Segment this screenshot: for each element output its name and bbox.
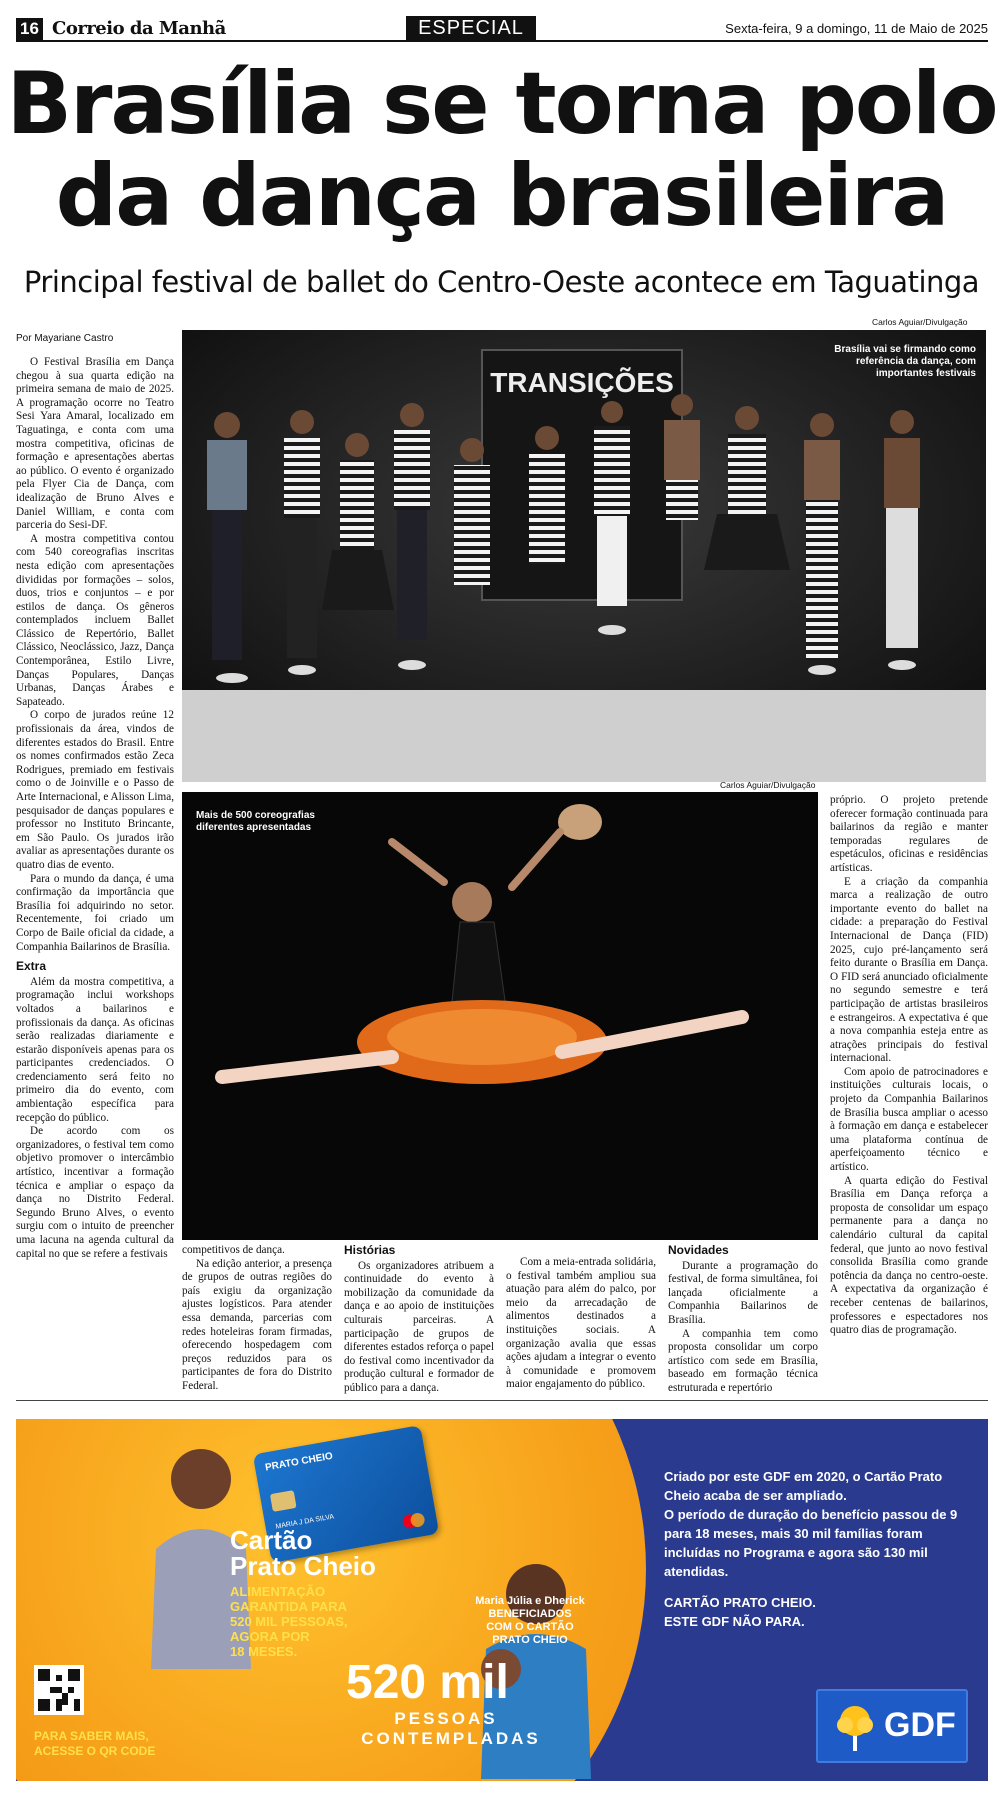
- ad-tagline-line: AGORA POR: [230, 1629, 310, 1644]
- divider: [16, 1400, 988, 1401]
- photo-credit: Carlos Aguiar/Divulgação: [720, 780, 816, 790]
- ad-product-title: [230, 1527, 376, 1579]
- beneficiaries-caption: [460, 1595, 600, 1647]
- dance-group-photo: [182, 330, 986, 782]
- paragraph: Na edição anterior, a presença de grupos de outras regiões do país exigiu da organização ajustes logísticos. Para atender essa demanda, parcerias com redes hoteleiras foram firmadas, oferecendo hospedagem com preços reduzidos para os participantes de fora do Distrito Federal.: [182, 1257, 332, 1392]
- ad-big-label: CONTEMPLADAS: [361, 1729, 541, 1748]
- qr-instructions-line: PARA SABER MAIS,: [34, 1729, 149, 1743]
- edition-date: Sexta-feira, 9 a domingo, 11 de Maio de 2025: [725, 21, 988, 36]
- ad-slogan: CARTÃO PRATO CHEIO.: [664, 1595, 816, 1610]
- ad-body: [664, 1467, 964, 1631]
- article-column-5: [668, 1244, 818, 1396]
- beneficiaries-line: COM O CARTÃO: [486, 1621, 574, 1633]
- paragraph: próprio. O projeto pretende oferecer formação continuada para bailarinos da região e manter temporadas regulares de espetáculos, oficinas e residências artísticas.: [830, 794, 988, 874]
- ad-big-label: PESSOAS: [394, 1709, 498, 1728]
- ad-product-line-1: Cartão: [230, 1525, 313, 1555]
- card-brand-icon: [402, 1512, 426, 1530]
- qr-instructions-line: ACESSE O QR CODE: [34, 1744, 156, 1758]
- ipe-tree-icon: [832, 1703, 878, 1753]
- ad-slogan: ESTE GDF NÃO PARA.: [664, 1614, 805, 1629]
- stage-banner: TRANSIÇÕES: [490, 367, 674, 398]
- page-number: 16: [16, 18, 43, 40]
- ballerina-photo: [182, 792, 818, 1240]
- gdf-logo-text: GDF: [884, 1706, 956, 1744]
- article-column-3: [344, 1244, 494, 1396]
- paragraph: Além da mostra competitiva, a programação inclui workshops voltados a bailarinos e profissionais da dança. As oficinas serão realizadas diariamente e estarão disponíveis apenas para os participantes credenciados. O credenciamento será feito no primeiro dia do evento, com ambientação específica para recepção do público.: [16, 975, 174, 1124]
- beneficiaries-names: Maria Júlia e Dherick: [475, 1595, 585, 1607]
- card-label: PRATO CHEIO: [264, 1450, 334, 1474]
- qr-code[interactable]: [34, 1665, 84, 1715]
- subheadline: Principal festival de ballet do Centro-Oeste acontece em Taguatinga: [23, 265, 980, 299]
- headline-line-2: da dança brasileira: [55, 146, 948, 246]
- paragraph: E a criação da companhia marca a realização de outro importante evento do ballet na cidade: a preparação do Festival Internacional de Dança (FID) 2025, cujo pré-lançamento será feito durante o Brasília em Dança. O FID será anunciado oficialmente no segundo semestre e terá participação de artistas brasileiros e estrangeiros. A expectativa é que a nova companhia esteja entre as atrações principais do festival internacional.: [830, 875, 988, 1065]
- card-holder-name: MARIA J DA SILVA: [275, 1513, 335, 1531]
- qr-instructions: [34, 1729, 155, 1759]
- article-column-1: [16, 356, 174, 1261]
- section-heading-extra: Extra: [16, 959, 47, 974]
- ad-tagline: [230, 1584, 348, 1659]
- paragraph: De acordo com os organizadores, o festival tem como objetivo promover o intercâmbio artístico, incentivar a formação técnica e ampliar o espaço da dança no Distrito Federal. Segundo Bruno Alves, o evento surgiu com o intuito de preencher uma lacuna na agenda cultural da capital no que se refere a festivais: [16, 1125, 174, 1260]
- dance-group-illustration: [182, 330, 986, 782]
- section-heading-novidades: Novidades: [668, 1243, 729, 1257]
- ad-tagline-line: 520 MIL PESSOAS,: [230, 1614, 348, 1629]
- section-heading-historias: Histórias: [344, 1243, 396, 1257]
- article-column-6: [830, 794, 988, 1338]
- qr-code-icon: [38, 1669, 80, 1711]
- paragraph: Os organizadores atribuem a continuidade do evento à mobilização da comunidade da dança e ao apoio de instituições culturais parceiras. A participação de grupos de diferentes estados reforça o papel do festival como incentivador da produção cultural e formador de público para a dança.: [344, 1259, 494, 1394]
- paragraph: Com a meia-entrada solidária, o festival também ampliou sua atuação para além do palco, por meio da arrecadação de alimentos destinados a instituições sociais. A organização avalia que essas ações ajudam a integrar o evento à comunidade e promovem maior engajamento do público.: [506, 1256, 656, 1391]
- ad-big-number: 520 mil: [346, 1656, 509, 1709]
- paragraph: O corpo de jurados reúne 12 profissionais da área, vindos de diferentes estados do Brasil. Entre os nomes confirmados estão Zeca Rodrigues, premiado em festivais como o de Joinville e o Passo de Arte Internacional, e Alisson Lima, pesquisador de danças populares e professor no Instituto Brincante, em São Paulo. Os jurados irão avaliar as apresentações durante os quatro dias de evento.: [16, 709, 174, 871]
- ad-product-line-2: Prato Cheio: [230, 1551, 376, 1581]
- headline: [0, 54, 1003, 246]
- paragraph: Com apoio de patrocinadores e instituições culturais locais, o projeto da Companhia Bailarinos de Brasília busca ampliar o acesso à formação em dança e estabelecer uma plataforma contínua de aperfeiçoamento técnico e artístico.: [830, 1065, 988, 1174]
- headline-line-1: Brasília se torna polo: [6, 54, 997, 154]
- ballerina-illustration: [182, 792, 818, 1240]
- masthead: Correio da Manhã: [52, 18, 226, 39]
- ad-body-paragraph: Criado por este GDF em 2020, o Cartão Prato Cheio acaba de ser ampliado.: [664, 1469, 943, 1503]
- ad-body-paragraph: O período de duração do benefício passou de 9 para 18 meses, mais 30 mil famílias foram incluídas no Programa e agora são 130 mil atendidas.: [664, 1507, 958, 1579]
- paragraph: competitivos de dança.: [182, 1244, 285, 1256]
- paragraph: O Festival Brasília em Dança chegou à sua quarta edição na primeira semana de maio de 2025. A programação ocorre no Teatro Sesi Yara Amaral, localizado em Taguatinga, e conta com uma mostra competitiva, oficinas de formação e apresentações abertas ao público. O evento é organizado pela Flyer Cia de Dança, com idealização de Bruno Alves e Daniel William, e conta com parceria do Sesi-DF.: [16, 356, 174, 532]
- photo-caption: Brasília vai se firmando como referência da dança, com importantes festivais: [834, 344, 976, 379]
- paragraph: Durante a programação do festival, de forma simultânea, foi lançada oficialmente a Companhia Bailarinos de Brasília.: [668, 1259, 818, 1326]
- gdf-logo[interactable]: [816, 1689, 968, 1763]
- ad-tagline-line: 18 MESES.: [230, 1644, 298, 1659]
- section-label: ESPECIAL: [406, 16, 536, 40]
- chip-icon: [270, 1490, 297, 1512]
- article-column-2: [182, 1244, 332, 1394]
- advertisement[interactable]: [16, 1419, 988, 1781]
- ad-tagline-line: ALIMENTAÇÃO: [230, 1584, 326, 1599]
- paragraph: A companhia tem como proposta consolidar um corpo artístico com sede em Brasília, baseado em formação técnica estruturada e repertório: [668, 1327, 818, 1394]
- beneficiaries-line: PRATO CHEIO: [492, 1634, 568, 1646]
- photo-credit: Carlos Aguiar/Divulgação: [872, 317, 968, 327]
- article-column-4: [506, 1256, 656, 1392]
- photo-caption: Mais de 500 coreografias diferentes apresentadas: [196, 810, 315, 833]
- paragraph: A quarta edição do Festival Brasília em Dança reforça a proposta de consolidar um espaço permanente para a dança no calendário cultural da capital federal, que junto ao novo festival consolida Brasília como grande potência da dança no centro-oeste. A expectativa da organização é receber centenas de bailarinos, professores e espectadores nos quatro dias de programação.: [830, 1174, 988, 1337]
- ad-tagline-line: GARANTIDA PARA: [230, 1599, 347, 1614]
- page-header: [16, 16, 988, 42]
- beneficiaries-line: BENEFICIADOS: [488, 1608, 572, 1620]
- paragraph: A mostra competitiva contou com 540 coreografias inscritas nesta edição com apresentações divididas por formações – solos, duos, trios e conjuntos – e por estilos de dança. Os gêneros contemplados incluem Ballet Clássico de Repertório, Ballet Clássico, Neoclássico, Jazz, Dança Contemporânea, Estilo Livre, Danças Populares, Danças Urbanas, Danças Árabes e Sapateado.: [16, 532, 174, 708]
- byline: Por Mayariane Castro: [16, 333, 114, 344]
- paragraph: Para o mundo da dança, é uma confirmação da importância que Brasília foi adquirindo no setor. Recentemente, foi criado um Corpo de Baile oficial da cidade, a Companhia Bailarinos de Brasília.: [16, 872, 174, 953]
